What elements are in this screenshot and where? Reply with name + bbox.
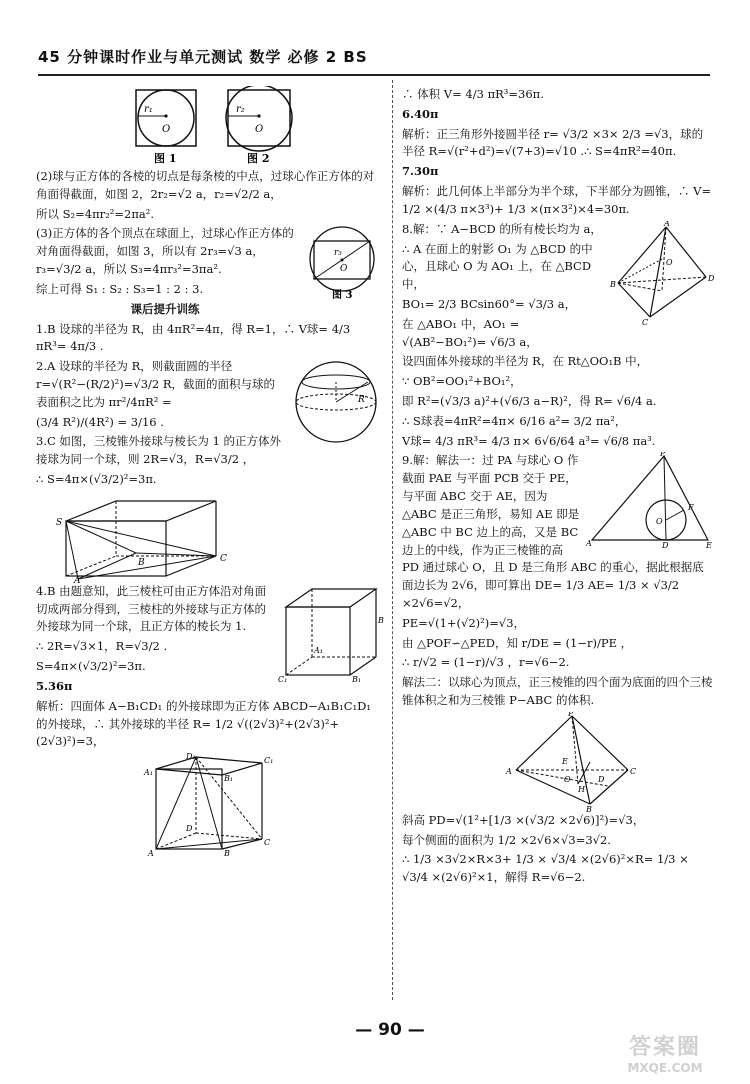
tetra-label-o: O (666, 257, 673, 267)
answer-1: 1.B 设球的半径为 R，由 4πR²=4π，得 R=1，∴ V球= 4/3 πR³= 4π/3 . (36, 321, 351, 354)
answer-4-radius: ∴ 2R=√3×1，R=√3/2 . (36, 639, 168, 654)
pyramid-label-b: B (586, 804, 592, 812)
figure-cube-tetra (36, 491, 336, 583)
pyramid-label-o: O (564, 774, 571, 784)
triangle-label-o: O (656, 517, 663, 527)
answer-5: 5.36π (36, 678, 73, 693)
cube-label-a-bottom: A (148, 849, 154, 858)
header-rule (38, 74, 710, 76)
answer-5-analysis: 解析：四面体 A−B₁CD₁ 的外接球即为正方体 ABCD−A₁B₁C₁D₁ 的外接球，∴ 其外接球的半径 R= 1/2 √((2√3)²+(2√3)²+(2√3)²)=3， (36, 698, 371, 749)
pyramid-label-e: E (562, 756, 568, 766)
figure-row-1-2 (36, 86, 384, 168)
answer-8: 8.解：∵ A−BCD 的所有棱长均为 a， (402, 221, 602, 236)
watermark-url: MXQE.COM (627, 1061, 703, 1075)
fig1-center-label: O (162, 124, 171, 135)
pyramid-label-p: P (568, 711, 574, 718)
answer-5-volume: ∴ 体积 V= 4/3 πR³=36π. (402, 87, 544, 101)
cube-label-c-bottom: C (264, 838, 271, 848)
answer-9-similar: 由 △POF∽△PED，知 r/DE = (1−r)/PE ， (402, 635, 633, 650)
answer-6-analysis: 解析：正三角形外接圆半径 r= √3/2 ×3× 2/3 =√3，球的半径 R=√(r²+d²)=√(7+3)=√10 .∴ S=4πR²=40π. (402, 126, 704, 159)
answer-3-result: ∴ S=4π×(√3/2)²=3π. (36, 472, 157, 486)
triangle-label-p: P (660, 452, 666, 459)
watermark-logo (590, 1030, 740, 1075)
cube-label-a: A (74, 575, 81, 583)
answer-9-area: 每个侧面的面积为 1/2 ×2√6×√3=3√2. (402, 832, 611, 847)
answer-7: 7.30π (402, 164, 439, 179)
pyramid-label-h: H (578, 784, 585, 794)
figure-3 (300, 225, 384, 301)
cube-label-d1: D₁ (186, 753, 196, 762)
answer-9-final: ∴ 1/3 ×3√2×R×3+ 1/3 × √3/4 ×(2√6)²×R= 1/3 × √3/4 ×(2√6)²×1，解得 R=√6−2. (402, 852, 689, 885)
watermark-title: 答案圈 (628, 1035, 701, 1060)
answer-9-method1: 9.解：解法一：过 PA 与球心 O 作截面 PAE 与平面 PCB 交于 PE，与平面 ABC 交于 AE，因为 △ABC 是正三角形，易知 AE 即是 △ABC 中 BC 边上的高，又是 BC 边上的中线，作为正三棱锥的高 PD 通过球心 O，且 D 是三角形 ABC 的重心，据此根据底面边长为 2√6，即可算出 DE= 1/3 AE= 1/3 × √3/2 ×2√6=√2， (402, 453, 704, 610)
cube-label-c1: C₁ (264, 756, 274, 766)
figure-sphere-section (288, 358, 384, 444)
answer-8-equation: 即 R²=(√3/3 a)²+(√6/3 a−R)²，得 R= √6/4 a. (402, 394, 657, 408)
sphere-radius-label: R (358, 395, 365, 406)
answer-8-pythagoras: ∵ OB²=OO₁²+BO₁²， (402, 374, 522, 389)
answer-3: 3.C 如图，三棱锥外接球与棱长为 1 的正方体外接球为同一个球，则 2R=√3，R=√3/2 ， (36, 434, 282, 467)
fig1-caption: 图 1 (154, 152, 177, 165)
fig2-caption: 图 2 (247, 152, 270, 165)
answer-6: 6.40π (402, 106, 439, 121)
answer-8-projection: ∴ A 在面上的射影 O₁ 为 △BCD 的中心，且球心 O 为 AO₁ 上，在 △BCD 中， (402, 241, 593, 292)
prism-label-b: B (378, 615, 384, 625)
prism-label-c1: C₁ (278, 674, 288, 683)
answer-8-bo1: BO₁= 2/3 BCsin60°= √3/3 a， (402, 296, 577, 311)
triangle-label-d: D (662, 541, 669, 549)
answer-8-volume: V球= 4/3 πR³= 4/3 π× 6√6/64 a³= √6/8 πa³. (402, 433, 656, 448)
answer-9-method2: 解法二：以球心为顶点，正三棱锥的四个面为底面的四个三棱锥体积之和为三棱锥 P−ABC 的体积. (402, 675, 713, 707)
answer-2: 2.A 设球的半径为 R，则截面圆的半径 r=√(R²−(R/2)²)=√3/2 R，截面的面积与球的表面积之比为 πr²/4πR² = (36, 359, 276, 409)
answer-4-result: S=4π×(√3/2)²=3π. (36, 659, 146, 674)
cube-label-c: C (220, 553, 227, 564)
figure-1-2 (132, 86, 332, 166)
answer-9-slant: 斜高 PD=√(1²+[1/3 ×(√3/2 ×2√6)]²)=√3， (402, 812, 645, 827)
text-s2: 所以 S₂=4πr₂²=2πa². (36, 206, 155, 221)
triangle-label-e: E (706, 541, 712, 549)
answer-4: 4.B 由题意知，此三棱柱可由正方体沿对角面切成两部分得到，三棱柱的外接球与正方体的外接球为同一个球，且正方体的棱长为 1. (36, 583, 267, 634)
figure-cube-abcd (36, 753, 336, 857)
triangle-label-a: A (586, 539, 592, 549)
figure-pyramid (402, 712, 702, 812)
left-column (36, 86, 384, 857)
figure-prism-cube (276, 583, 384, 683)
tetra-label-d: D (708, 273, 714, 283)
text-part2: (2)球与正方体的各棱的切点是每条棱的中点，过球心作正方体的对角面得截面，如图 2，2r₂=√2 a，r₂=√2/2 a， (36, 169, 375, 201)
cube-label-s: S (56, 517, 63, 528)
tetra-label-c: C (642, 317, 649, 325)
answer-8-surface: ∴ S球表=4πR²=4π× 6/16 a²= 3/2 πa²， (402, 413, 627, 428)
answer-9-pe: PE=√(1+(√2)²)=√3， (402, 615, 526, 630)
fig3-caption: 图 3 (332, 290, 353, 302)
text-part3: (3)正方体的各个顶点在球面上，过球心作正方体的对角面得截面，如图 3，所以有 2r₃=√3 a，r₃=√3/2 a，所以 S₃=4πr₃²=3πa². (36, 226, 294, 277)
answer-9-result: ∴ r/√2 = (1−r)/√3 ，r=√6−2. (402, 655, 570, 670)
tetra-label-b: B (610, 279, 616, 289)
cube-label-b1: B₁ (224, 774, 234, 784)
prism-label-b1: B₁ (352, 674, 362, 683)
pyramid-label-d: D (598, 774, 605, 784)
cube-label-a1: A₁ (144, 768, 153, 778)
cube-label-b: B (138, 557, 145, 568)
page-number: — 90 — (355, 1020, 425, 1040)
fig1-radius-label: r₁ (144, 104, 153, 115)
pyramid-label-c: C (630, 766, 637, 776)
prism-label-a1: A₁ (314, 645, 323, 655)
fig3-center-label: O (340, 264, 348, 275)
right-column (402, 86, 714, 889)
figure-tetrahedron (610, 221, 714, 325)
pyramid-label-a: A (506, 766, 512, 776)
cube-label-d: D (186, 824, 193, 834)
answer-8-setup: 设四面体外接球的半径为 R，在 Rt△OO₁B 中， (402, 354, 649, 369)
figure-triangle-circle (586, 452, 714, 548)
triangle-label-f: F (688, 503, 694, 513)
answer-8-ao1: 在 △ABO₁ 中，AO₁ = √(AB²−BO₁²)= √6/3 a， (402, 316, 538, 349)
text-ratio: 综上可得 S₁ : S₂ : S₃=1 : 2 : 3. (36, 281, 204, 296)
fig2-center-label: O (255, 124, 264, 135)
answer-2-fraction: (3/4 R²)/(4R²) = 3/16 . (36, 414, 164, 429)
fig2-radius-label: r₂ (236, 104, 245, 115)
fig3-radius-label: r₃ (334, 248, 342, 259)
column-divider (392, 80, 393, 1000)
tetra-label-a: A (664, 220, 670, 228)
answer-7-analysis: 解析：此几何体上半部分为半个球，下半部分为圆锥，∴ V= 1/2 ×(4/3 π×3³)+ 1/3 ×(π×3²)×4=30π. (402, 184, 712, 216)
cube-label-b-bottom: B (224, 849, 230, 858)
section-title: 课后提升训练 (130, 301, 200, 316)
page-header: 45 分钟课时作业与单元测试 数学 必修 2 BS (38, 48, 368, 66)
